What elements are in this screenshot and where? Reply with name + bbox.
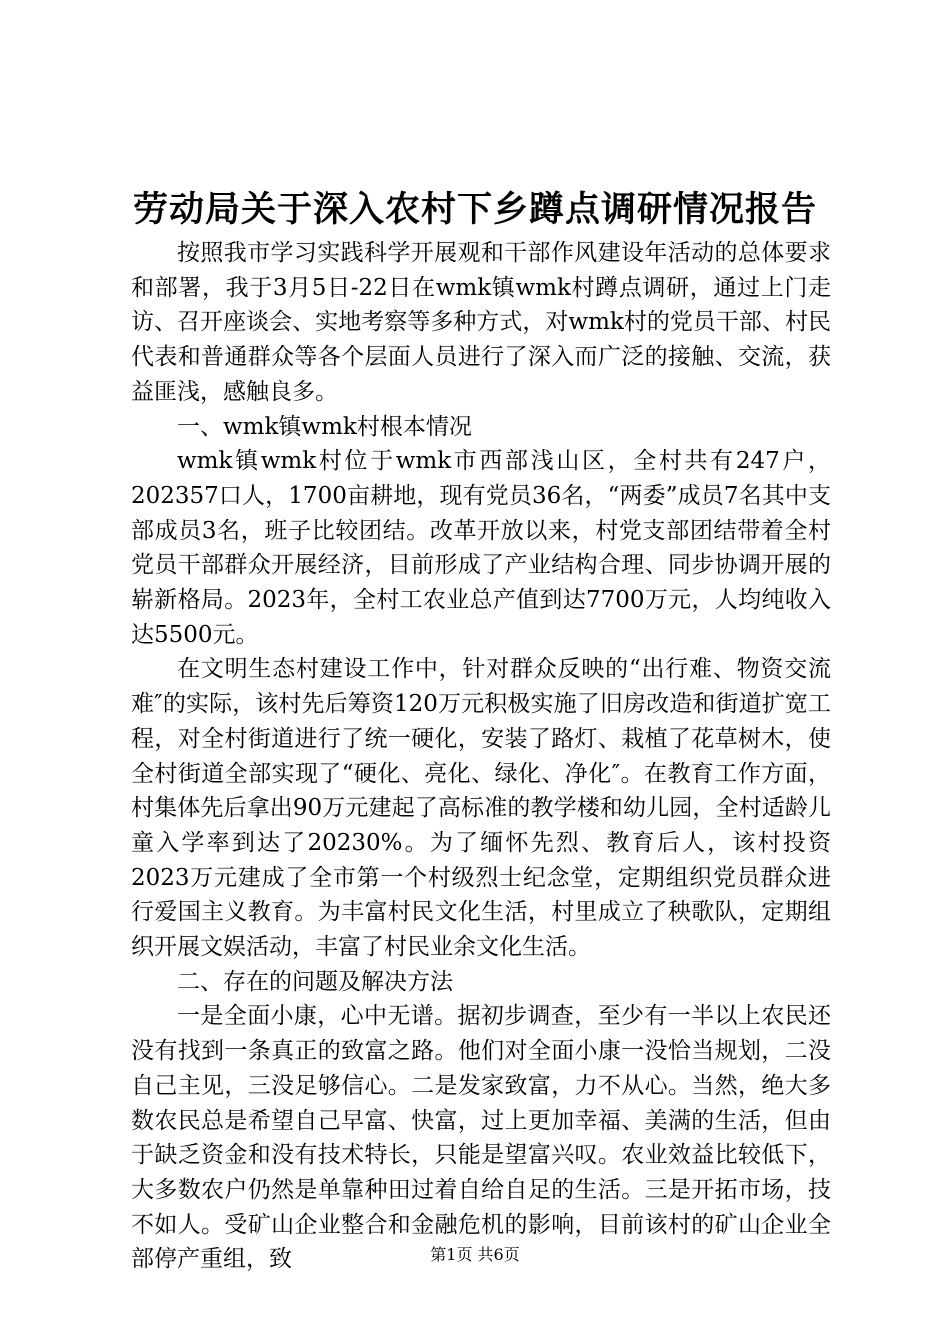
paragraph-intro: 按照我市学习实践科学开展观和干部作风建设年活动的总体要求和部署，我于3月5日-22日在wmk镇wmk村蹲点调研，通过上门走访、召开座谈会、实地考察等多种方式，对wmk村的党员干部、村民代表和普通群众等各个层面人员进行了深入而广泛的接触、交流，获益匪浅，感触良多。 [131, 240, 831, 405]
document-title: 劳动局关于深入农村下乡蹲点调研情况报告 [132, 189, 817, 230]
paragraph-ecological-village: 在文明生态村建设工作中，针对群众反映的“出行难、物资交流难″的实际，该村先后筹资120万元积极实施了旧房改造和街道扩宽工程，对全村街道进行了统一硬化，安装了路灯、栽植了花草树木，使全村街道全部实现了“硬化、亮化、绿化、净化″。在教育工作方面，村集体先后拿出90万元建起了高标准的教学楼和幼儿园，全村适龄儿童入学率到达了20230%。为了缅怀先烈、教育后人，该村投资2023万元建成了全市第一个村级烈士纪念堂，定期组织党员群众进行爱国主义教育。为丰富村民文化生活，村里成立了秧歌队，定期组织开展文娱活动，丰富了村民业余文化生活。 [131, 656, 831, 961]
paragraph-problems: 一是全面小康，心中无谱。据初步调查，至少有一半以上农民还没有找到一条真正的致富之路。他们对全面小康一没恰当规划，二没自己主见，三没足够信心。二是发家致富，力不从心。当然，绝大多数农民总是希望自己早富、快富，过上更加幸福、美满的生活，但由于缺乏资金和没有技术特长，只能是望富兴叹。农业效益比较低下，大多数农户仍然是单靠种田过着自给自足的生活。三是开拓市场，技不如人。受矿山企业整合和金融危机的影响，目前该村的矿山企业全部停产重组，致 [131, 1003, 831, 1273]
paragraph-village-overview: wmk镇wmk村位于wmk市西部浅山区，全村共有247户，202357口人，1700亩耕地，现有党员36名，“两委”成员7名其中支部成员3名，班子比较团结。改革开放以来，村党支部团结带着全村党员干部群众开展经济，目前形成了产业结构合理、同步协调开展的崭新格局。2023年，全村工农业总产值到达7700万元，人均纯收入达5500元。 [131, 448, 831, 648]
document-body [131, 236, 831, 1277]
section-heading-1: 一、wmk镇wmk村根本情况 [177, 413, 472, 440]
section-heading-2: 二、存在的问题及解决方法 [177, 968, 453, 995]
page-number: 第1页 共6页 [430, 1245, 520, 1264]
